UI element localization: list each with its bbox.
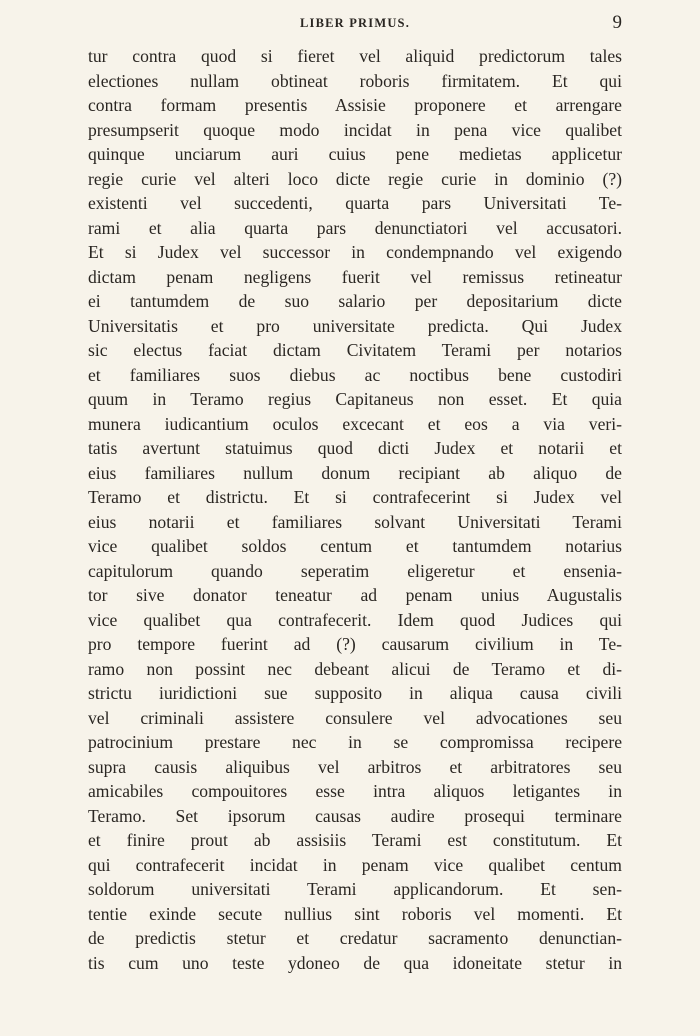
text-line: Universitatis et pro universitate predicta. Qui Judex <box>88 315 622 336</box>
text-line: existenti vel succedenti, quarta pars Universitati Te- <box>88 193 622 213</box>
text-line: Teramo. Set ipsorum causas audire prosequi terminare <box>88 805 622 826</box>
text-line: Et si Judex vel successor in condempnando vel exigendo <box>88 242 622 262</box>
text-line: contra formam presentis Assisie proponere et arrengare <box>88 95 622 115</box>
text-line: tor sive donator teneatur ad penam unius Augustalis <box>88 585 622 605</box>
text-line: eius notarii et familiares solvant Universitati Terami <box>88 511 622 532</box>
text-line: electiones nullam obtineat roboris firmitatem. Et qui <box>88 70 622 91</box>
running-head: LIBER PRIMUS. <box>299 16 411 30</box>
text-line: tis cum uno teste ydoneo de qua idoneitate stetur in <box>88 952 622 973</box>
text-line: vel criminali assistere consulere vel advocationes seu <box>88 707 622 728</box>
text-line: Teramo et districtu. Et si contrafecerint si Judex vel <box>88 487 622 507</box>
text-line: rami et alia quarta pars denunctiatori vel accusatori. <box>88 217 622 238</box>
text-line: de predictis stetur et credatur sacramento denunctian- <box>88 928 622 948</box>
text-line: dictam penam negligens fuerit vel remissus retineatur <box>88 266 622 287</box>
text-line: patrocinium prestare nec in se compromissa recipere <box>88 732 622 752</box>
text-line: presumpserit quoque modo incidat in pena vice qualibet <box>88 119 622 140</box>
text-line: regie curie vel alteri loco dicte regie curie in dominio (?) <box>88 168 622 189</box>
text-line: sic electus faciat dictam Civitatem Terami per notarios <box>88 340 622 360</box>
text-line: capitulorum quando seperatim eligeretur et ensenia- <box>88 560 622 581</box>
text-line: vice qualibet qua contrafecerit. Idem quod Judices qui <box>88 609 622 630</box>
text-line: munera iudicantium oculos excecant et eos a via veri- <box>88 413 622 434</box>
text-line: eius familiares nullum donum recipiant ab aliquo de <box>88 462 622 483</box>
text-line: quum in Teramo regius Capitaneus non esset. Et quia <box>88 389 622 409</box>
text-line: ei tantumdem de suo salario per depositarium dicte <box>88 291 622 311</box>
text-line: et finire prout ab assisiis Terami est constitutum. Et <box>88 830 622 850</box>
text-line: et familiares suos diebus ac noctibus bene custodiri <box>88 364 622 385</box>
text-line: strictu iuridictioni sue supposito in aliqua causa civili <box>88 683 622 703</box>
text-line: quinque unciarum auri cuius pene medietas applicetur <box>88 144 622 164</box>
text-line: tatis avertunt statuimus quod dicti Judex et notarii et <box>88 438 622 458</box>
page-header <box>88 12 622 38</box>
text-line: pro tempore fuerint ad (?) causarum civilium in Te- <box>88 634 622 654</box>
page-number: 9 <box>612 12 622 33</box>
body-text <box>88 44 622 975</box>
text-line: vice qualibet soldos centum et tantumdem notarius <box>88 536 622 556</box>
text-line: soldorum universitati Terami applicandorum. Et sen- <box>88 879 622 899</box>
text-line: tur contra quod si fieret vel aliquid predictorum tales <box>88 46 622 66</box>
text-line: ramo non possint nec debeant alicui de Teramo et di- <box>88 658 622 679</box>
text-line: qui contrafecerit incidat in penam vice qualibet centum <box>88 854 622 875</box>
text-line: tentie exinde secute nullius sint roboris vel momenti. Et <box>88 903 622 924</box>
text-line: supra causis aliquibus vel arbitros et arbitratores seu <box>88 756 622 777</box>
text-line: amicabiles compouitores esse intra aliquos letigantes in <box>88 781 622 801</box>
